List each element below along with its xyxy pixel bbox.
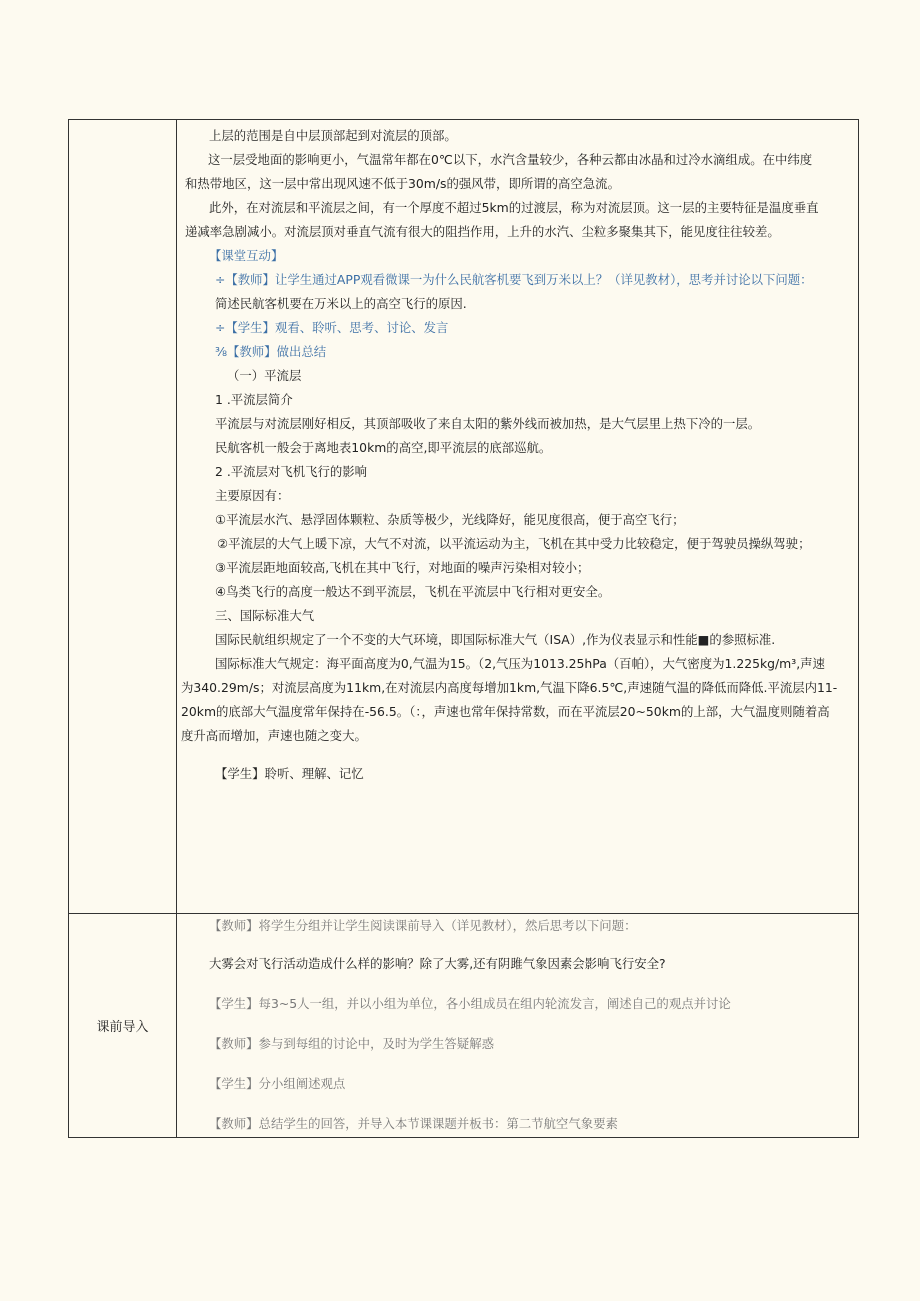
- paragraph-tropopause-2: 递减率急剧减小。对流层顶对垂直气流有很大的阻挡作用，上升的水汽、尘粒多聚集其下，能见度往往较差。: [185, 224, 780, 239]
- paragraph-upper-layer-desc-2: 和热带地区，这一层中常出现风速不低于30m/s的强风带，即所谓的高空急流。: [185, 176, 620, 191]
- heading-isa: 三、国际标准大气: [215, 608, 315, 623]
- lead-teacher-1: 【教师】将学生分组并让学生阅读课前导入（详见教材），然后思考以下问题：: [209, 918, 637, 933]
- sub1-line-2: 民航客机一般会于离地表10km的高空,即平流层的底部巡航。: [215, 440, 552, 455]
- reasons-intro: 主要原因有：: [215, 488, 290, 503]
- content-cell: [177, 120, 859, 914]
- reason-4: ④鸟类飞行的高度一般达不到平流层，飞机在平流层中飞行相对更安全。: [215, 584, 611, 599]
- reason-3: ③平流层距地面较高,飞机在其中飞行，对地面的噪声污染相对较小；: [215, 560, 590, 575]
- lead-student-1: 【学生】每3~5人一组，并以小组为单位，各小组成员在组内轮流发言，阐述自己的观点并讨论: [209, 996, 731, 1011]
- student-listen: 【学生】聆听、理解、记忆: [215, 766, 364, 781]
- paragraph-upper-layer: 上层的范围是自中层顶部起到对流层的顶部。: [209, 128, 457, 143]
- isa-line-5: 度升高而增加，声速也随之变大。: [181, 728, 367, 743]
- isa-line-2: 国际标准大气规定：海平面高度为0,气温为15。（2,气压为1013.25hPa（百帕），大气密度为1.225kg/m³,声速: [215, 656, 825, 671]
- sub1-line-1: 平流层与对流层刚好相反，其顶部吸收了来自太阳的紫外线而被加热，是大气层里上热下冷的一层。: [215, 416, 761, 431]
- lead-teacher-3: 【教师】总结学生的回答，并导入本节课课题并板书：第二节航空气象要素: [209, 1116, 618, 1131]
- empty-label-cell: [69, 120, 177, 914]
- lead-in-cell: [177, 914, 859, 1138]
- lead-teacher-2: 【教师】参与到每组的讨论中，及时为学生答疑解惑: [209, 1036, 494, 1051]
- isa-line-3: 为340.29m/s；对流层高度为11km,在对流层内高度每增加1km,气温下降6.5℃,声速随气温的降低而降低.平流层内11-: [181, 680, 838, 695]
- interaction-title: 【课堂互动】: [209, 248, 284, 263]
- student-action: ÷【学生】观看、聆听、思考、讨论、发言: [215, 320, 449, 335]
- reason-1: ①平流层水汽、悬浮固体颗粒、杂质等极少，光线降好，能见度很高，便于高空飞行；: [215, 512, 685, 527]
- paragraph-upper-layer-desc-1: 这一层受地面的影响更小，气温常年都在0℃以下，水汽含量较少，各种云都由冰晶和过冷水滴组成。在中纬度: [208, 152, 813, 167]
- reason-2: ②平流层的大气上暖下凉，大气不对流，以平流运动为主，飞机在其中受力比较稳定，便于驾驶员操纵驾驶；: [217, 536, 811, 551]
- question-text: 简述民航客机要在万米以上的高空飞行的原因.: [215, 296, 467, 311]
- sub1-title: 1 .平流层简介: [215, 392, 293, 407]
- isa-line-1: 国际民航组织规定了一个不变的大气环境，即国际标准大气（ISA）,作为仪表显示和性能■的参照标准.: [215, 632, 776, 647]
- lead-in-row: [69, 914, 859, 1138]
- content-row: [69, 120, 859, 914]
- lesson-table: [68, 119, 859, 1138]
- lead-question: 大雾会对飞行活动造成什么样的影响？除了大雾,还有阴雎气象因素会影响飞行安全?: [209, 956, 666, 971]
- teacher-prompt: ÷【教师】让学生通过APP观看微课一为什么民航客机要飞到万米以上？（详见教材），思考并讨论以下问题：: [215, 272, 813, 287]
- lead-in-label: 课前导入: [69, 914, 177, 1138]
- isa-line-4: 20km的底部大气温度常年保持在-56.5。（：，声速也常年保持常数，而在平流层20~50km的上部，大气温度则随着高: [181, 704, 830, 719]
- sub2-title: 2 .平流层对飞机飞行的影响: [215, 464, 368, 479]
- lead-student-2: 【学生】分小组阐述观点: [209, 1076, 346, 1091]
- teacher-summary: ⅜【教师】做出总结: [215, 344, 327, 359]
- heading-stratosphere: （一）平流层: [227, 368, 302, 383]
- paragraph-tropopause-1: 此外，在对流层和平流层之间，有一个厚度不超过5km的过渡层，称为对流层顶。这一层的主要特征是温度垂直: [209, 200, 819, 215]
